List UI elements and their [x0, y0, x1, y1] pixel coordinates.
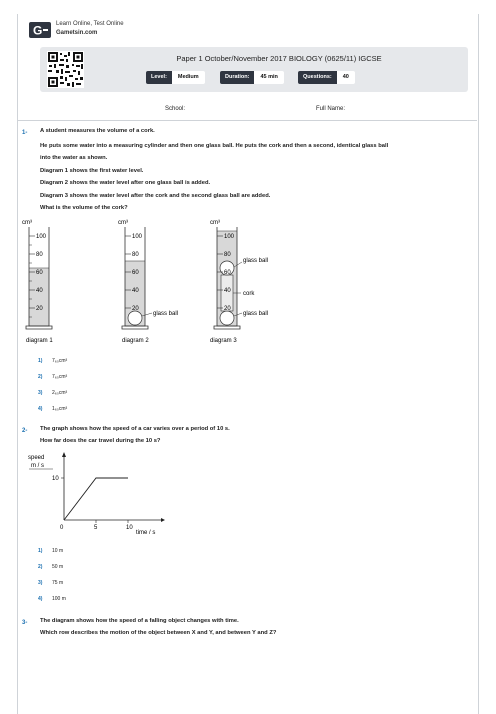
speed-series-line	[64, 478, 128, 520]
question-3-line-1: The diagram shows how the speed of a falling object changes with time.	[40, 618, 239, 624]
unit-label: cm³	[22, 220, 32, 226]
duration-value: 45 min	[254, 71, 283, 84]
question-1-line-2: He puts some water into a measuring cylinder and then one glass ball. He puts the cork and then a second, identical glass ball	[40, 143, 389, 149]
svg-text:40: 40	[224, 288, 231, 294]
cylinder-3	[210, 220, 268, 344]
option-number: 4)	[38, 596, 43, 602]
question-1-line-5: Diagram 2 shows the water level after one glass ball is added.	[40, 180, 211, 186]
y-axis-unit: m / s	[31, 463, 44, 469]
option-number: 4)	[38, 406, 43, 412]
full-name-field[interactable]: Full Name:	[316, 106, 346, 112]
svg-text:40: 40	[132, 288, 139, 294]
y-tick-label: 10	[52, 476, 59, 482]
svg-text:60: 60	[224, 270, 231, 276]
question-1-line-4: Diagram 1 shows the first water level.	[40, 168, 144, 174]
question-1-line-6: Diagram 3 shows the water level after the cork and the second glass ball are added.	[40, 193, 271, 199]
option-number: 1)	[38, 548, 43, 554]
q2-option-3[interactable]: 75 m	[52, 580, 64, 586]
option-number: 2)	[38, 564, 43, 570]
question-1-line-3: into the water as shown.	[40, 155, 108, 161]
svg-text:20: 20	[132, 306, 139, 312]
svg-text:20: 20	[224, 306, 231, 312]
diagram-1-label: diagram 1	[26, 338, 53, 344]
divider	[18, 120, 477, 121]
svg-text:100: 100	[36, 234, 47, 240]
question-2-number: 2-	[22, 428, 28, 434]
q1-option-1[interactable]: 7₆₀cm³	[52, 358, 68, 364]
cylinder-2	[118, 220, 178, 344]
question-3-number: 3-	[22, 620, 28, 626]
svg-text:cm³: cm³	[210, 220, 220, 226]
q2-option-4[interactable]: 100 m	[52, 596, 66, 602]
questions-badge	[298, 71, 355, 84]
level-badge	[146, 71, 205, 84]
svg-text:100: 100	[132, 234, 143, 240]
question-3-line-2: Which row describes the motion of the object between X and Y, and between Y and Z?	[40, 630, 277, 636]
level-value: Medium	[172, 71, 205, 84]
option-number: 2)	[38, 374, 43, 380]
q1-option-2[interactable]: 7₆₀cm³	[52, 374, 68, 380]
question-2-line-1: The graph shows how the speed of a car varies over a period of 10 s.	[40, 426, 230, 432]
diagram-2-label: diagram 2	[122, 338, 149, 344]
q2-option-2[interactable]: 50 m	[52, 564, 64, 570]
glass-ball-label-bottom: glass ball	[243, 311, 269, 317]
y-axis-arrow-icon	[62, 452, 66, 457]
paper-title: Paper 1 October/November 2017 BIOLOGY (0625/11) IGCSE	[176, 54, 382, 63]
x-tick-label: 0	[60, 525, 64, 531]
water-fill	[29, 268, 49, 326]
svg-text:80: 80	[36, 252, 43, 258]
question-2-line-2: How far does the car travel during the 10 s?	[40, 438, 161, 444]
x-axis-arrow-icon	[161, 518, 165, 522]
diagram-3-label: diagram 3	[210, 338, 237, 344]
school-field[interactable]: School:	[165, 106, 186, 112]
svg-text:40: 40	[36, 288, 43, 294]
gametsin-logo-icon	[29, 22, 51, 38]
option-number: 3)	[38, 580, 43, 586]
cylinder-diagrams	[22, 215, 322, 350]
glass-ball-label: glass ball	[153, 311, 179, 317]
x-tick-label: 10	[126, 525, 133, 531]
option-number: 3)	[38, 390, 43, 396]
question-1-number: 1-	[22, 130, 28, 136]
y-axis-label: speed	[28, 455, 45, 461]
brand-tagline: Learn Online, Test Online	[56, 21, 124, 27]
question-1-line-1: A student measures the volume of a cork.	[40, 128, 155, 134]
svg-text:100: 100	[224, 234, 235, 240]
cylinder-1	[22, 220, 53, 344]
level-label: Level:	[146, 71, 172, 84]
q2-option-1[interactable]: 10 m	[52, 548, 64, 554]
cork-label: cork	[243, 291, 255, 297]
option-number: 1)	[38, 358, 43, 364]
brand-site[interactable]: Gametsin.com	[56, 30, 98, 36]
svg-text:80: 80	[224, 252, 231, 258]
svg-text:80: 80	[132, 252, 139, 258]
svg-text:cm³: cm³	[118, 220, 128, 226]
glass-ball-label-top: glass ball	[243, 258, 269, 264]
questions-value: 40	[337, 71, 355, 84]
glass-ball-icon	[128, 311, 142, 325]
x-axis-label: time / s	[136, 530, 156, 536]
svg-text:60: 60	[132, 270, 139, 276]
duration-label: Duration:	[220, 71, 254, 84]
glass-ball-icon	[220, 311, 234, 325]
svg-text:G: G	[33, 23, 43, 38]
x-tick-label: 5	[94, 525, 98, 531]
q1-option-3[interactable]: 2₆₀cm³	[52, 390, 68, 396]
svg-text:20: 20	[36, 306, 43, 312]
svg-text:60: 60	[36, 270, 43, 276]
questions-label: Questions:	[298, 71, 337, 84]
speed-time-graph	[24, 452, 174, 540]
question-1-line-7: What is the volume of the cork?	[40, 205, 128, 211]
duration-badge	[220, 71, 284, 84]
page-frame	[17, 14, 479, 714]
paper-header	[40, 47, 468, 92]
q1-option-4[interactable]: 1₆₀cm³	[52, 406, 68, 412]
